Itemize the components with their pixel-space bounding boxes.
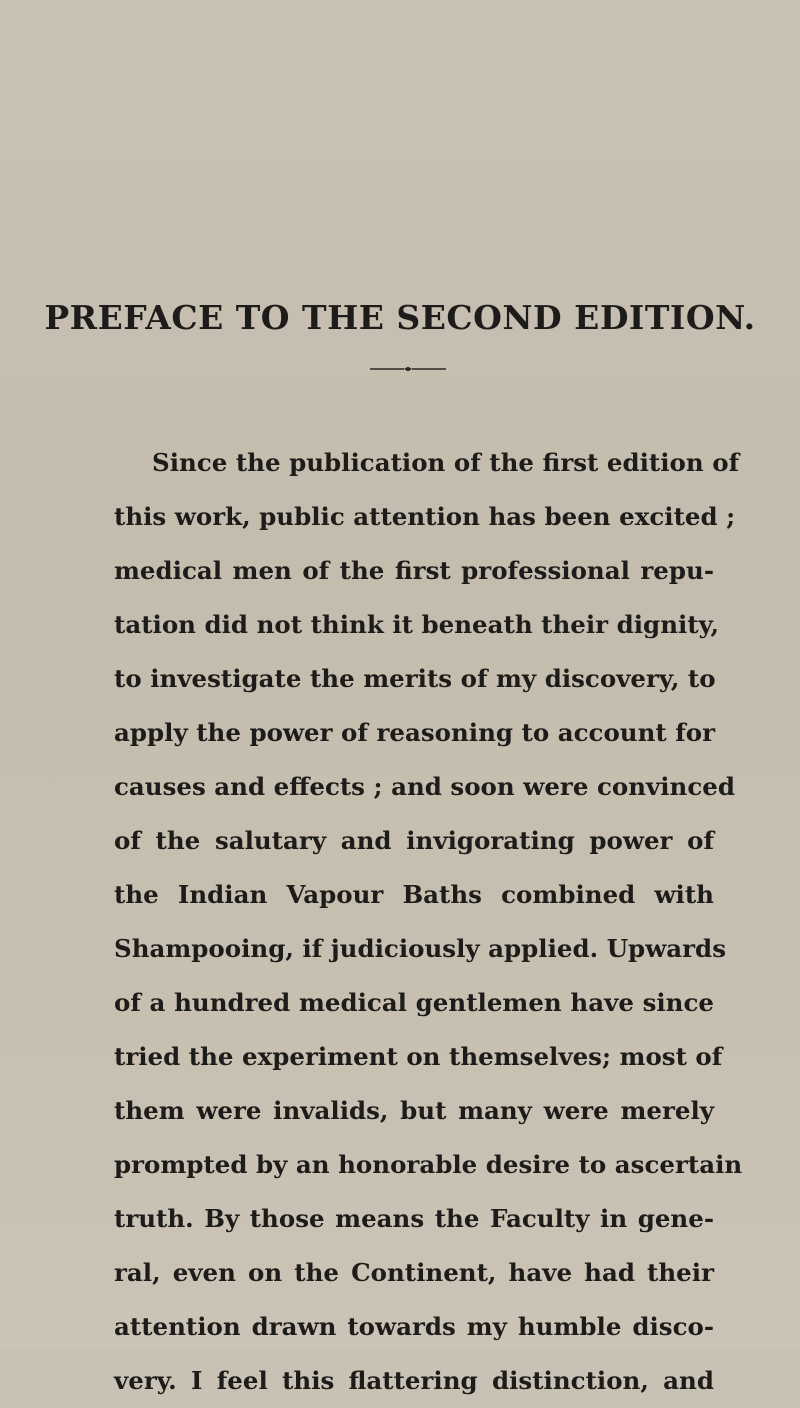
text-line: this work, public attention has been excited ; xyxy=(114,502,736,531)
text-line: attention drawn towards my humble disco- xyxy=(114,1312,714,1341)
text-line: the Indian Vapour Baths combined with xyxy=(114,880,714,909)
text-line: them were invalids, but many were merely xyxy=(114,1096,714,1125)
ornamental-rule xyxy=(368,366,448,372)
text-line: Shampooing, if judiciously applied. Upwards xyxy=(114,934,726,963)
text-line: ral, even on the Continent, have had their xyxy=(114,1258,714,1287)
text-line: causes and effects ; and soon were convinced xyxy=(114,772,736,801)
text-line: tation did not think it beneath their dignity, xyxy=(114,610,720,639)
page-title: PREFACE TO THE SECOND EDITION. xyxy=(44,298,756,337)
text-line: prompted by an honorable desire to ascertain xyxy=(114,1150,743,1179)
text-line: Since the publication of the first edition of xyxy=(152,448,740,477)
show-through-text xyxy=(150,55,750,335)
text-line: medical men of the first professional repu- xyxy=(114,556,714,585)
text-line: truth. By those means the Faculty in gene- xyxy=(114,1204,714,1233)
text-line: apply the power of reasoning to account for xyxy=(114,718,716,747)
text-line: tried the experiment on themselves; most of xyxy=(114,1042,723,1071)
text-line: of a hundred medical gentlemen have since xyxy=(114,988,714,1017)
preface-body xyxy=(114,436,743,1408)
text-line: of the salutary and invigorating power of xyxy=(114,826,714,855)
text-line: to investigate the merits of my discovery, to xyxy=(114,664,716,693)
text-line: very. I feel this flattering distinction, and xyxy=(114,1366,714,1395)
